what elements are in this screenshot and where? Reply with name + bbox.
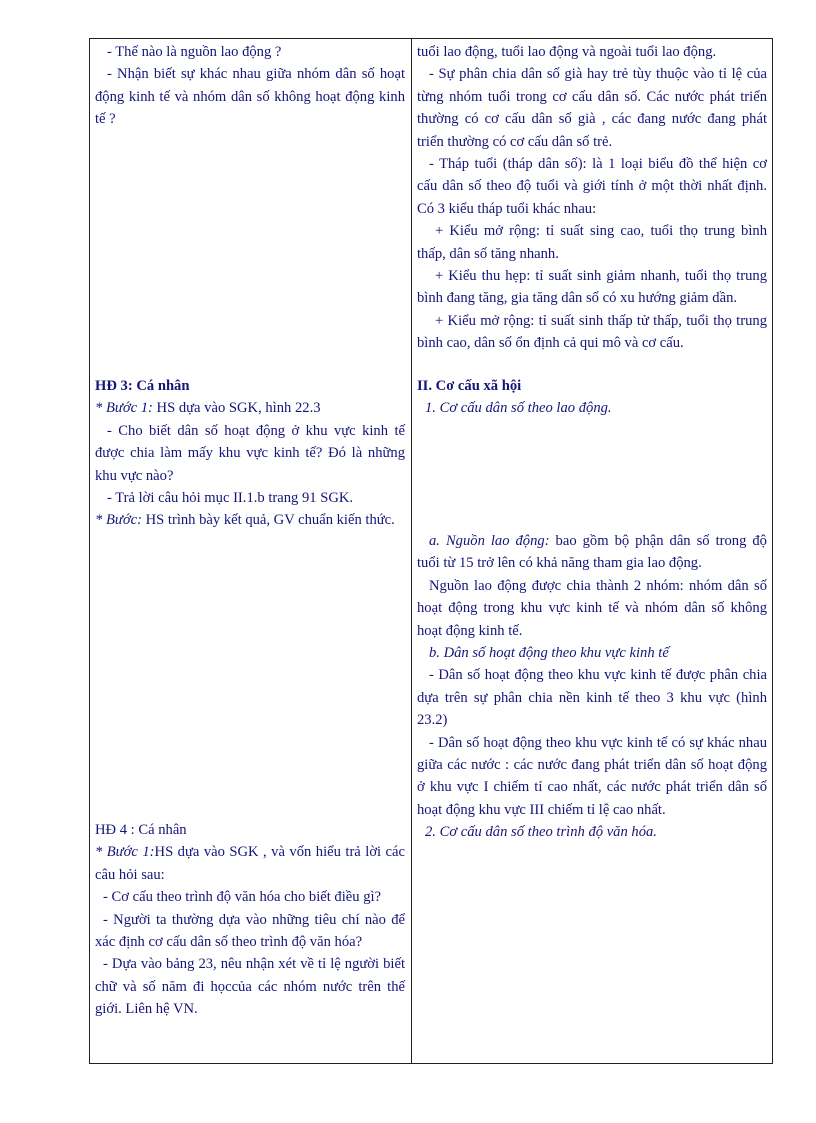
section2-heading: II. Cơ cấu xã hội — [417, 378, 522, 394]
age-para-3: - Tháp tuổi (tháp dân số): là 1 loại biểu đồ thể hiện cơ cấu dân số theo độ tuổi và giới tính ở một thời nhất định. Có 3 kiểu tháp tuổi khác nhau: — [417, 156, 767, 217]
hd4-item-1: - Cơ cấu theo trình độ văn hóa cho biết điều gì? — [103, 889, 382, 906]
hd3-step2 — [95, 509, 405, 531]
pyramid-type-1: + Kiểu mở rộng: tỉ suất sing cao, tuổi thọ trung bình thấp, dân số tăng nhanh. — [417, 223, 767, 262]
pyramid-type-3: + Kiểu mở rộng: tỉ suất sinh thấp tử thấp, tuổi thọ trung bình cao, dân số ổn định cả qui mô và cơ cấu. — [417, 312, 767, 352]
pyramid-type-2: + Kiểu thu hẹp: tỉ suất sinh giảm nhanh, tuổi thọ trung bình đang tăng, gia tăng dân số có xu hướng giảm dần. — [417, 268, 767, 307]
age-para-1: tuổi lao động, tuổi lao động và ngoài tuổi lao động. — [417, 44, 717, 60]
hd4-step1-label: * Bước 1: — [95, 844, 155, 861]
labor-source-block — [417, 530, 767, 844]
labor-source-text: bao gồm bộ phận dân số trong độ tuổi từ 15 trở lên có khả năng tham gia lao động. — [417, 533, 767, 572]
sector-item-2: - Dân số hoạt động theo khu vực kinh tế có sự khác nhau giữa các nước : các nước đang phát triển dân số hoạt động ở khu vực I chiếm tỉ cao nhất, các nước phát triển dân số hoạt động khu vực III chiếm tỉ lệ cao nhất. — [417, 734, 767, 818]
subsection-2: 2. Cơ cấu dân số theo trình độ văn hóa. — [425, 824, 657, 841]
content-table — [89, 38, 773, 1064]
hd4-step1-text: HS dựa vào SGK , và vốn hiểu trả lời các câu hỏi sau: — [95, 844, 405, 883]
hd4-item-2: - Người ta thường dựa vào những tiêu chí nào để xác định cơ cấu dân số theo trình độ văn hóa? — [95, 911, 405, 951]
hd3-step2-label: * Bước: — [95, 512, 142, 529]
hd3-item-2: - Trả lời câu hỏi mục II.1.b trang 91 SGK. — [107, 490, 354, 507]
labor-source-groups: Nguồn lao động được chia thành 2 nhóm: nhóm dân số hoạt động trong khu vực kinh tế và nhóm dân số không hoạt động kinh tế. — [417, 577, 767, 639]
hd3-step1-text: HS dựa vào SGK, hình 22.3 — [152, 400, 321, 417]
hd4-heading: HĐ 4 : Cá nhân — [95, 822, 187, 838]
section2-head — [417, 375, 767, 420]
hd4-step1 — [95, 841, 405, 886]
sector-item-1: - Dân số hoạt động theo khu vực kinh tế được phân chia dựa trên sự phân chia nền kinh tế theo 3 khu vực (hình 23.2) — [417, 667, 767, 729]
subsection-1: 1. Cơ cấu dân số theo lao động. — [425, 400, 612, 417]
hd4-block — [95, 819, 405, 1021]
column-divider — [411, 39, 412, 1063]
hd3-step1-label: * Bước 1: — [95, 400, 153, 417]
question-1: - Thế nào là nguồn lao động ? — [107, 44, 282, 60]
hd3-item-1: - Cho biết dân số hoạt động ở khu vực kinh tế được chia làm mấy khu vực kinh tế? Đó là những khu vực nào? — [95, 422, 405, 484]
age-para-2: - Sự phân chia dân số già hay trẻ tùy thuộc vào tỉ lệ của từng nhóm tuổi trong cơ cấu dân số. Các nước phát triển thường có cơ cấu dân số già , các đang nước đang phát triển thường có cơ cấu dân số trẻ. — [417, 66, 767, 150]
labor-source-label: a. Nguồn lao động: — [429, 533, 550, 549]
labor-source-def — [417, 530, 767, 575]
question-2: - Nhận biết sự khác nhau giữa nhóm dân số hoạt động kinh tế và nhóm dân số không hoạt động kinh tế ? — [95, 66, 405, 128]
hd3-block — [95, 375, 405, 532]
left-top-questions — [95, 41, 405, 131]
hd3-step2-text: HS trình bày kết quả, GV chuẩn kiến thức. — [141, 512, 395, 529]
hd4-item-3: - Dựa vào bảng 23, nêu nhận xét về tỉ lệ người biết chữ và số năm đi họccủa các nhóm nước trên thế giới. Liên hệ VN. — [95, 956, 405, 1018]
hd3-heading: HĐ 3: Cá nhân — [95, 378, 190, 394]
age-structure-block — [417, 41, 767, 355]
hd3-step1 — [95, 397, 405, 419]
subsection-b-heading: b. Dân số hoạt động theo khu vực kinh tế — [429, 645, 669, 662]
